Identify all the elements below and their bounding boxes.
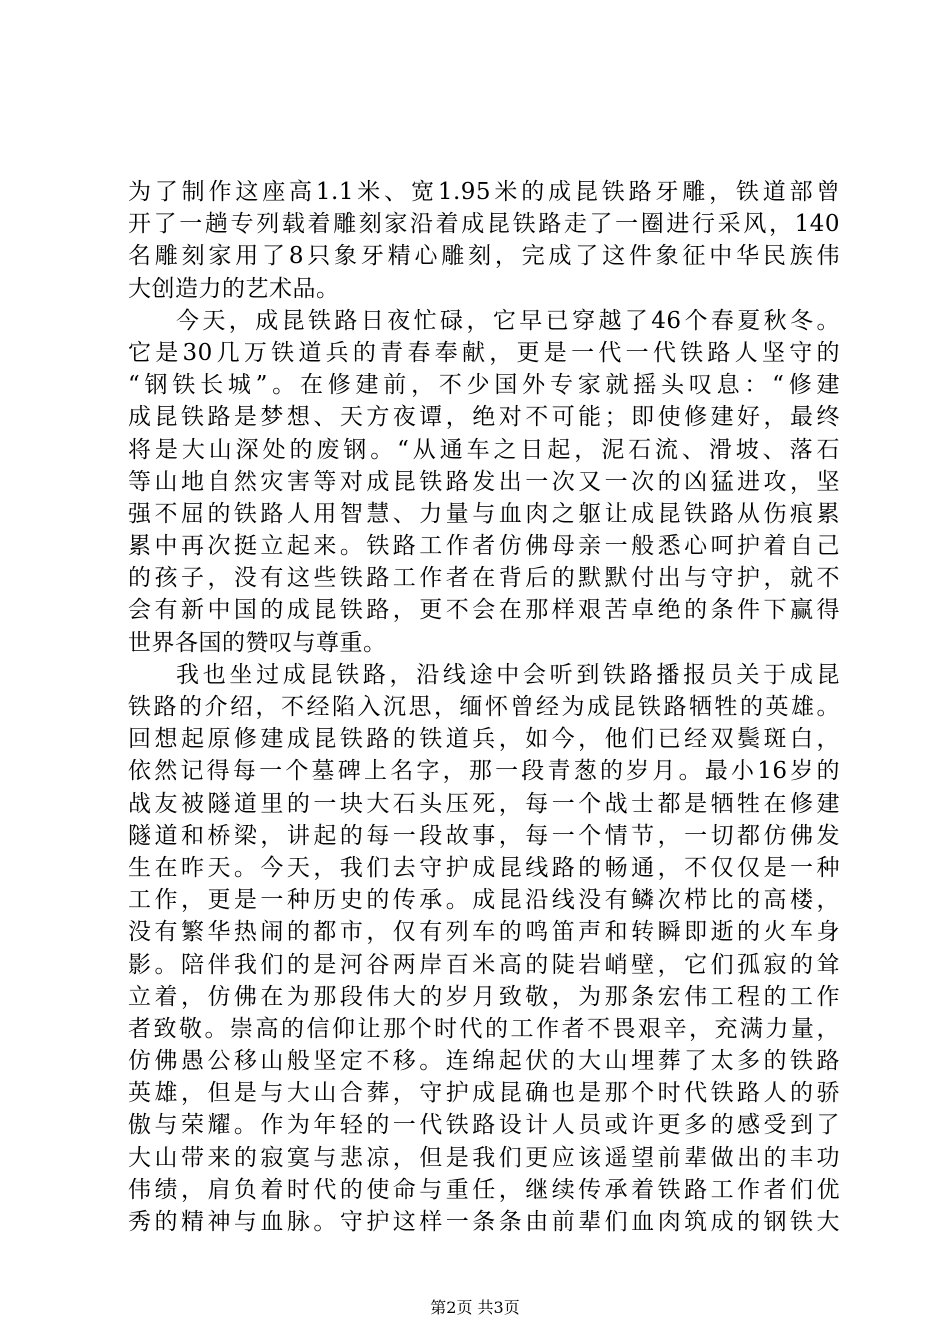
text-line: 等山地自然灾害等对成昆铁路发出一次又一次的凶猛进攻，坚 xyxy=(128,468,840,495)
text-line: 隧道和桥梁，讲起的每一段故事，每一个情节，一切都仿佛发 xyxy=(128,822,840,849)
text-line: 累中再次挺立起来。铁路工作者仿佛母亲一般悉心呵护着自己 xyxy=(128,533,840,560)
text-line: 依然记得每一个墓碑上名字，那一段青葱的岁月。最小16岁的 xyxy=(128,758,840,785)
text-line: 工作，更是一种历史的传承。成昆沿线没有鳞次栉比的高楼， xyxy=(128,887,840,914)
text-line: 将是大山深处的废钢。“从通车之日起，泥石流、滑坡、落石 xyxy=(128,436,840,463)
text-line: 名雕刻家用了8只象牙精心雕刻，完成了这件象征中华民族伟 xyxy=(128,243,840,270)
text-line: 大山带来的寂寞与悲凉，但是我们更应该遥望前辈做出的丰功 xyxy=(128,1144,840,1171)
text-line: 立着，仿佛在为那段伟大的岁月致敬，为那条宏伟工程的工作 xyxy=(128,983,840,1010)
paragraph-start-line: 今天，成昆铁路日夜忙碌，它早已穿越了46个春夏秋冬。 xyxy=(176,307,840,334)
text-line: 强不屈的铁路人用智慧、力量与血肉之躯让成昆铁路从伤痕累 xyxy=(128,500,840,527)
text-line: 成昆铁路是梦想、天方夜谭，绝对不可能；即使修建好，最终 xyxy=(128,404,840,431)
text-line: 生在昨天。今天，我们去守护成昆线路的畅通，不仅仅是一种 xyxy=(128,854,840,881)
text-line: 会有新中国的成昆铁路，更不会在那样艰苦卓绝的条件下赢得 xyxy=(128,597,840,624)
text-line: 铁路的介绍，不经陷入沉思，缅怀曾经为成昆铁路牺牲的英雄。 xyxy=(128,694,840,720)
page-number-footer: 第2页 共3页 xyxy=(430,1298,520,1317)
text-line: 秀的精神与血脉。守护这样一条条由前辈们血肉筑成的钢铁大 xyxy=(128,1209,840,1235)
text-line: 者致敬。崇高的信仰让那个时代的工作者不畏艰辛，充满力量， xyxy=(128,1015,840,1042)
text-line: 大创造力的艺术品。 xyxy=(128,275,340,302)
text-line: 影。陪伴我们的是河谷两岸百米高的陡岩峭壁，它们孤寂的耸 xyxy=(128,951,840,978)
text-line: 它是30几万铁道兵的青春奉献，更是一代一代铁路人坚守的 xyxy=(128,339,840,366)
text-line: 世界各国的赞叹与尊重。 xyxy=(128,629,387,656)
text-line: 傲与荣耀。作为年轻的一代铁路设计人员或许更多的感受到了 xyxy=(128,1112,840,1139)
text-line: 开了一趟专列载着雕刻家沿着成昆铁路走了一圈进行采风，140 xyxy=(128,211,840,238)
text-line: 没有繁华热闹的都市，仅有列车的鸣笛声和转瞬即逝的火车身 xyxy=(128,919,840,946)
text-line: 为了制作这座高1.1米、宽1.95米的成昆铁路牙雕，铁道部曾 xyxy=(128,179,840,205)
text-line: 战友被隧道里的一块大石头压死，每一个战士都是牺牲在修建 xyxy=(128,790,840,817)
document-body xyxy=(128,176,840,1238)
text-line: 回想起原修建成昆铁路的铁道兵，如今，他们已经双鬓斑白， xyxy=(128,726,840,753)
text-line: 的孩子，没有这些铁路工作者在背后的默默付出与守护，就不 xyxy=(128,565,840,592)
text-line: 伟绩，肩负着时代的使命与重任，继续传承着铁路工作者们优 xyxy=(128,1176,840,1203)
paragraph-start-line: 我也坐过成昆铁路，沿线途中会听到铁路播报员关于成昆 xyxy=(176,661,840,688)
text-line: “钢铁长城”。在修建前，不少国外专家就摇头叹息：“修建 xyxy=(128,372,840,399)
text-line: 仿佛愚公移山般坚定不移。连绵起伏的大山埋葬了太多的铁路 xyxy=(128,1048,840,1075)
text-line: 英雄，但是与大山合葬，守护成昆确也是那个时代铁路人的骄 xyxy=(128,1080,840,1107)
